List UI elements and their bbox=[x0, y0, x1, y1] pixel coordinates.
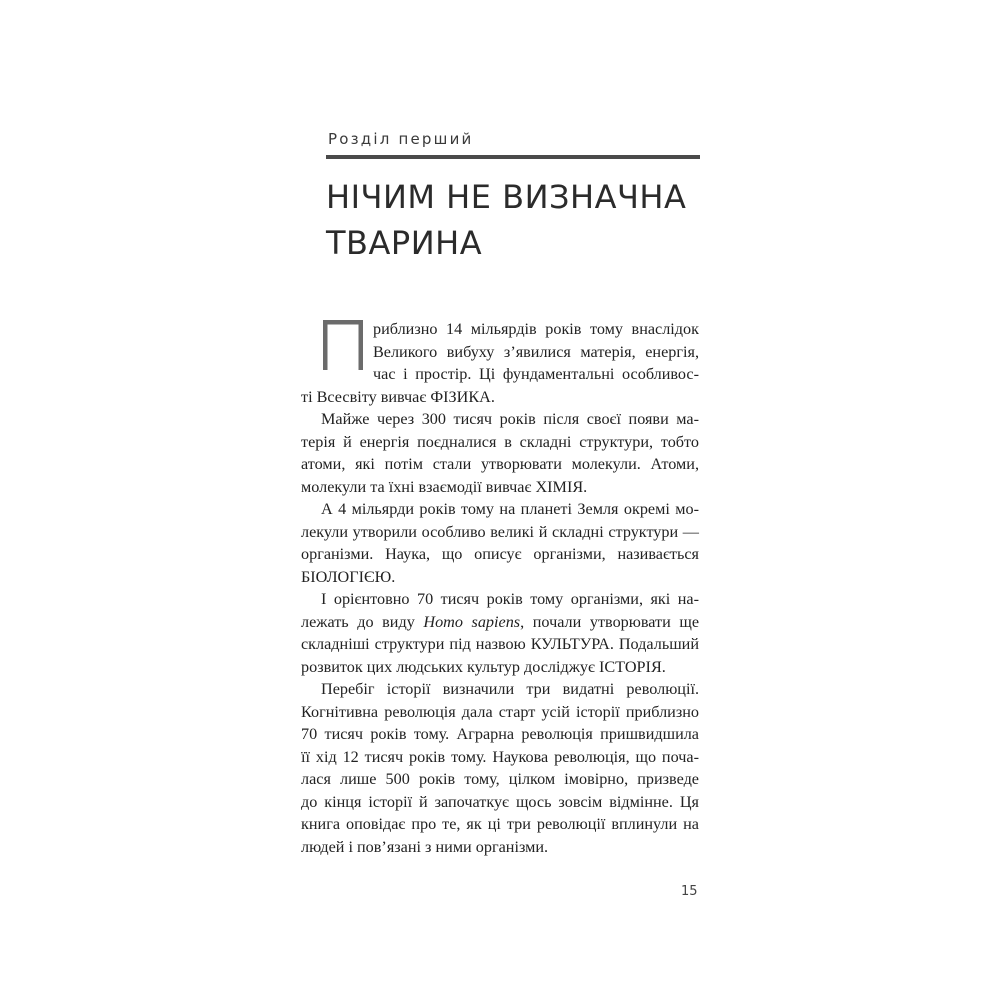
text-line: терія й енергія поєдналися в складні структури, тобто bbox=[301, 432, 699, 451]
text-line: молекули та їхні взаємодії вивчає ХІМІЯ. bbox=[301, 477, 588, 496]
text-line: організми. Наука, що описує організми, називається bbox=[301, 545, 699, 563]
paragraph bbox=[301, 408, 699, 498]
paragraph bbox=[301, 588, 699, 678]
paragraph bbox=[301, 318, 699, 408]
text-line: Перебіг історії визначили три видатні революції. bbox=[321, 680, 699, 698]
text-line bbox=[301, 611, 699, 634]
text-line: складніші структури під назвою КУЛЬТУРА. Подальший bbox=[301, 635, 699, 653]
text-line: людей і пов’язані з ними організми. bbox=[301, 837, 549, 856]
body-text bbox=[301, 318, 699, 858]
text-line: І орієнтовно 70 тисяч років тому організми, які на- bbox=[321, 590, 699, 608]
text-line: БІОЛОГІЄЮ. bbox=[301, 567, 396, 586]
text-line: Великого вибуху з’явилися матерія, енергія, bbox=[373, 342, 699, 361]
text-line: атоми, які потім стали утворювати молекули. Атоми, bbox=[301, 455, 699, 473]
text-line: книга оповідає про те, як ці три революції вплинули на bbox=[301, 815, 699, 833]
text-segment: лежать до виду bbox=[301, 612, 424, 631]
text-line: А 4 мільярди років тому на планеті Земля окремі мо- bbox=[321, 500, 699, 518]
text-segment: , почали утворювати ще bbox=[520, 612, 700, 631]
page-number: 15 bbox=[681, 884, 698, 899]
text-line: ті Всесвіту вивчає ФІЗИКА. bbox=[301, 387, 495, 406]
text-line: до кінця історії й започаткує щось зовсім відмінне. Ця bbox=[301, 792, 699, 811]
dropcap-letter bbox=[319, 318, 367, 370]
text-line: риблизно 14 мільярдів років тому внаслідок bbox=[373, 320, 699, 338]
text-line: лася лише 500 років тому, цілком імовірно, призведе bbox=[301, 770, 699, 788]
chapter-title bbox=[326, 174, 706, 266]
text-line: 70 тисяч років тому. Аграрна революція пришвидшила bbox=[301, 725, 699, 743]
text-line: Майже через 300 тисяч років після своєї появи ма- bbox=[321, 410, 699, 428]
text-line: час і простір. Ці фундаментальні особливос- bbox=[373, 365, 699, 383]
paragraph bbox=[301, 498, 699, 588]
text-line: лекули утворили особливо великі й складні структури — bbox=[301, 522, 699, 541]
text-line: її хід 12 тисяч років тому. Наукова революція, що поча- bbox=[301, 747, 699, 766]
chapter-title-line: НІЧИМ НЕ ВИЗНАЧНА bbox=[326, 178, 687, 216]
chapter-title-line: ТВАРИНА bbox=[326, 224, 483, 262]
chapter-rule-divider bbox=[326, 155, 700, 159]
chapter-label: Розділ перший bbox=[328, 130, 474, 148]
paragraph bbox=[301, 678, 699, 858]
species-name-italic: Homo sapiens bbox=[423, 612, 521, 631]
text-line: Когнітивна революція дала старт усій історії приблизно bbox=[301, 702, 699, 721]
text-line: розвиток цих людських культур досліджує ІСТОРІЯ. bbox=[301, 657, 666, 676]
